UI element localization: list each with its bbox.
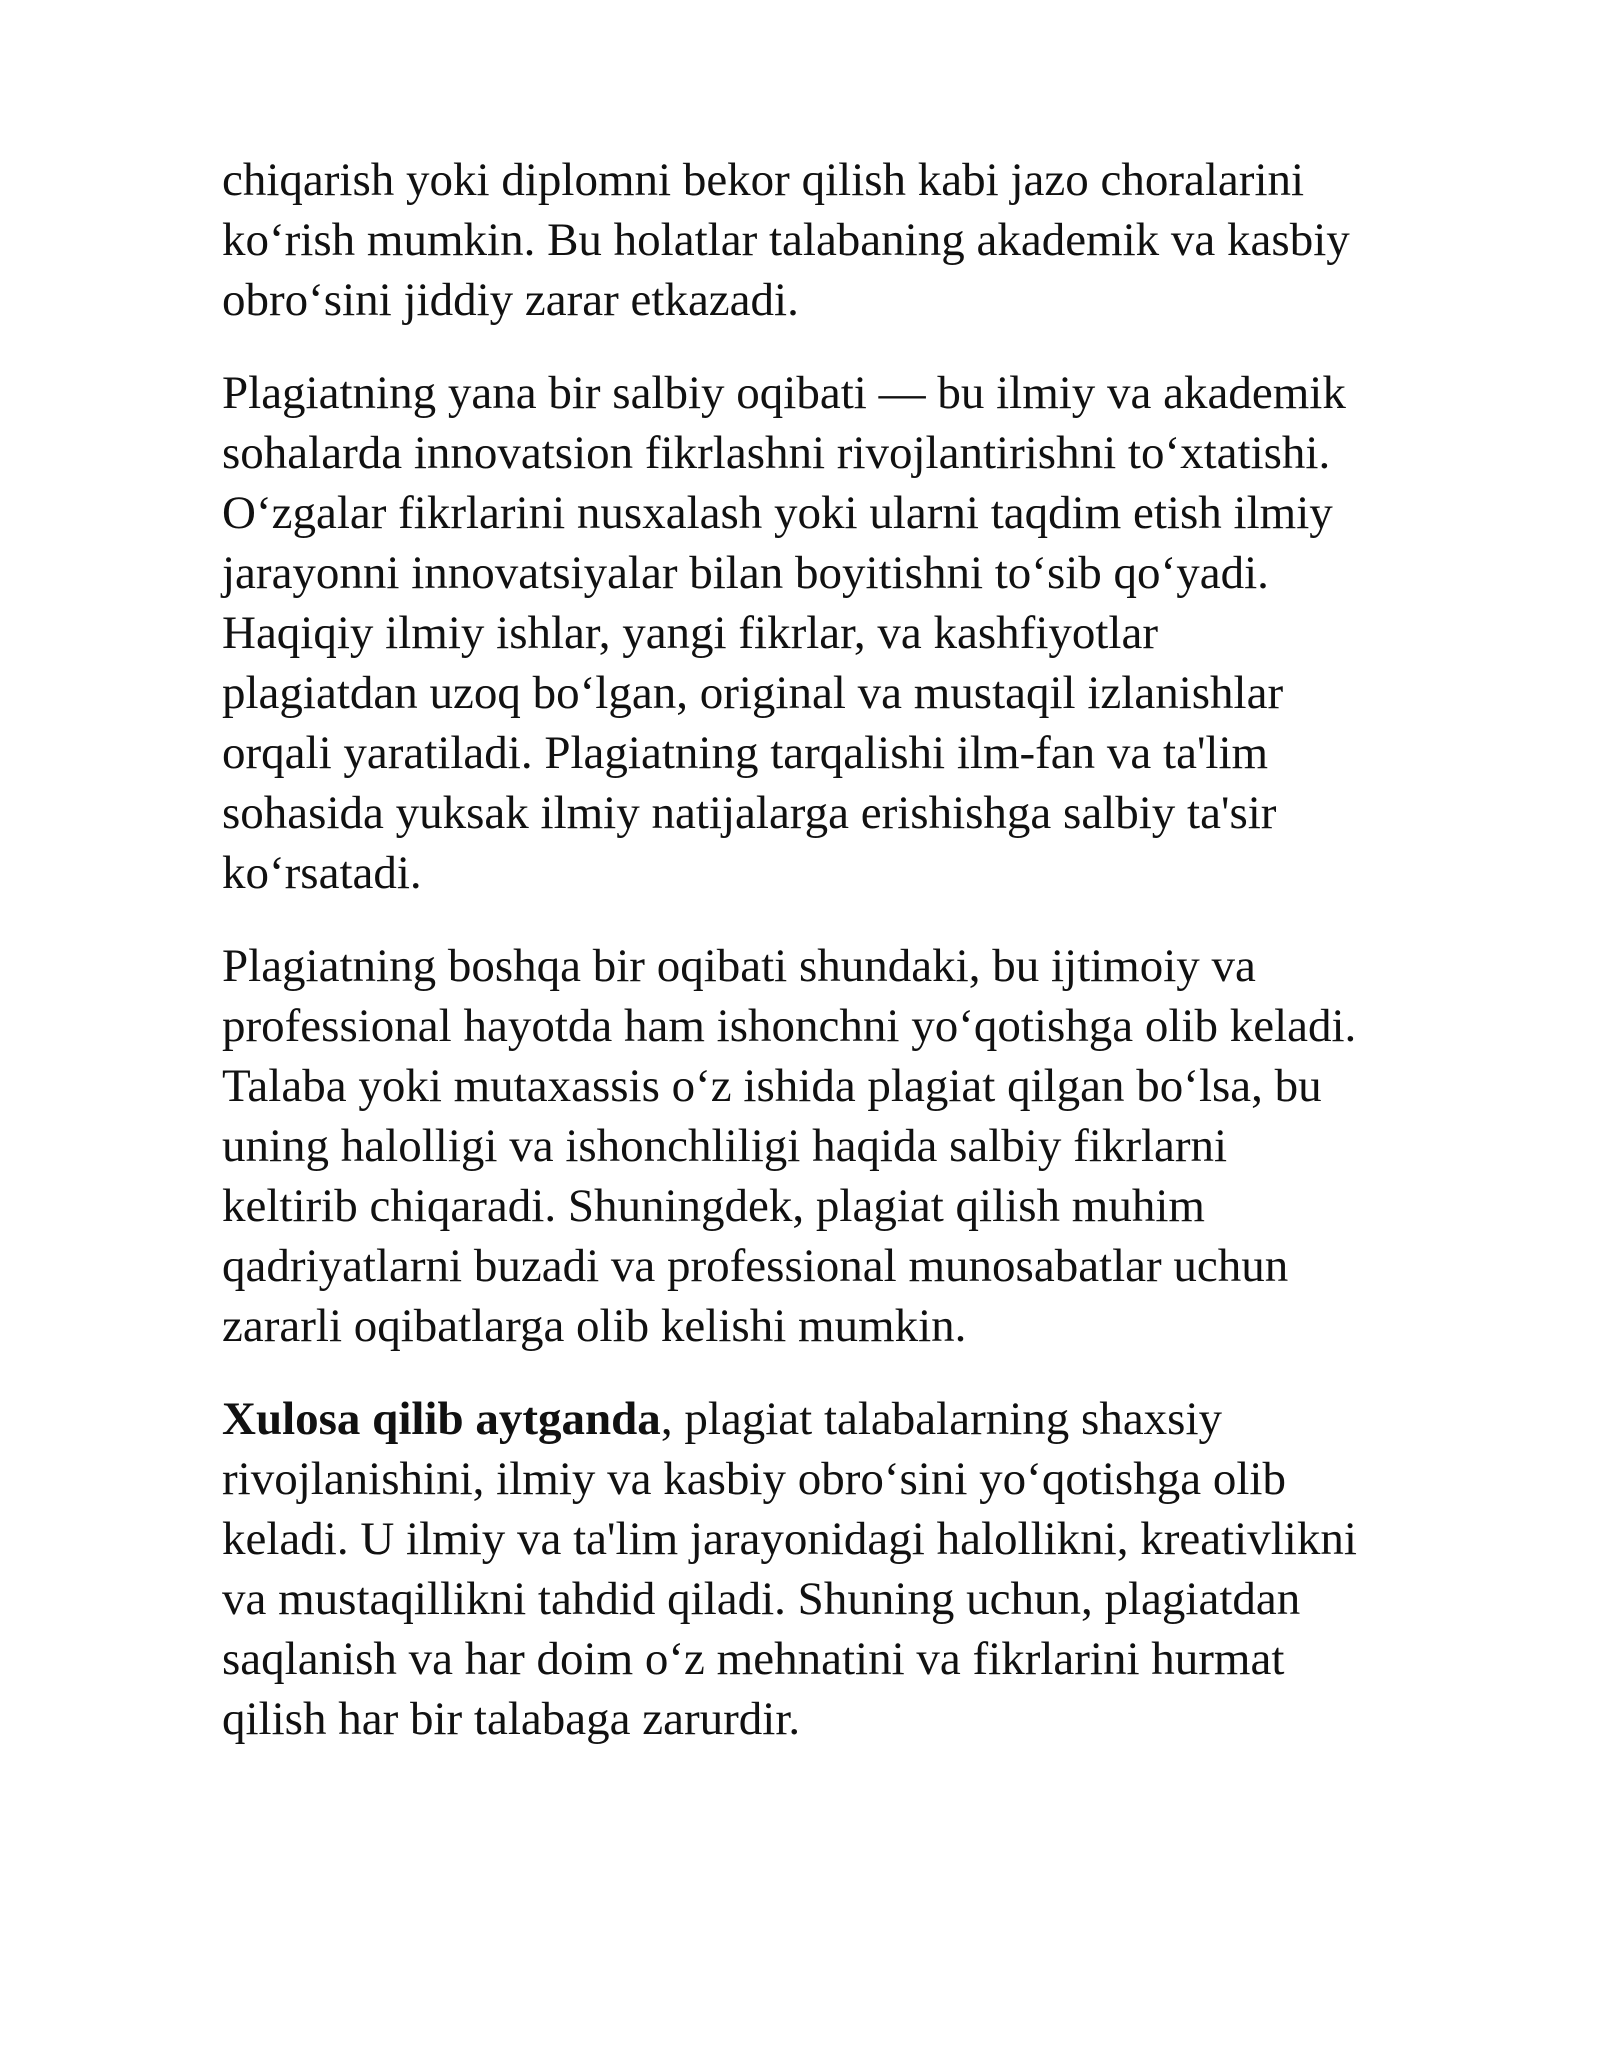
text-line: qadriyatlarni buzadi va professional munosabatlar uchun bbox=[222, 1240, 1289, 1292]
text-line: orqali yaratiladi. Plagiatning tarqalishi ilm-fan va ta'lim bbox=[222, 727, 1269, 779]
conclusion-lead-bold: Xulosa qilib aytganda bbox=[222, 1393, 661, 1445]
text-line: jarayonni innovatsiyalar bilan boyitishni to‘sib qo‘yadi. bbox=[222, 547, 1269, 599]
paragraph-1 bbox=[222, 150, 1522, 330]
text-line bbox=[222, 1389, 1522, 1449]
document-page bbox=[222, 150, 1522, 1782]
text-line: Haqiqiy ilmiy ishlar, yangi fikrlar, va kashfiyotlar bbox=[222, 607, 1159, 659]
text-line: zararli oqibatlarga olib kelishi mumkin. bbox=[222, 1300, 967, 1352]
text-line: ko‘rish mumkin. Bu holatlar talabaning akademik va kasbiy bbox=[222, 214, 1350, 266]
text-line: keladi. U ilmiy va ta'lim jarayonidagi halollikni, kreativlikni bbox=[222, 1513, 1357, 1565]
text-line: keltirib chiqaradi. Shuningdek, plagiat qilish muhim bbox=[222, 1180, 1205, 1232]
text-line: obro‘sini jiddiy zarar etkazadi. bbox=[222, 274, 799, 326]
text-line: uning halolligi va ishonchliligi haqida salbiy fikrlarni bbox=[222, 1120, 1228, 1172]
paragraph-3 bbox=[222, 936, 1522, 1356]
text-line: va mustaqillikni tahdid qiladi. Shuning uchun, plagiatdan bbox=[222, 1573, 1301, 1625]
text-line: sohasida yuksak ilmiy natijalarga erishishga salbiy ta'sir bbox=[222, 787, 1277, 839]
paragraph-conclusion bbox=[222, 1389, 1522, 1749]
text-line: chiqarish yoki diplomni bekor qilish kabi jazo choralarini bbox=[222, 154, 1305, 206]
text-line: rivojlanishini, ilmiy va kasbiy obro‘sini yo‘qotishga olib bbox=[222, 1453, 1286, 1505]
conclusion-lead-rest: , plagiat talabalarning shaxsiy bbox=[660, 1393, 1223, 1445]
paragraph-2 bbox=[222, 363, 1522, 903]
text-line: Plagiatning yana bir salbiy oqibati — bu ilmiy va akademik bbox=[222, 367, 1346, 419]
text-line: professional hayotda ham ishonchni yo‘qotishga olib keladi. bbox=[222, 1000, 1357, 1052]
text-line: O‘zgalar fikrlarini nusxalash yoki ularni taqdim etish ilmiy bbox=[222, 487, 1333, 539]
text-line: ko‘rsatadi. bbox=[222, 847, 422, 899]
text-line: Talaba yoki mutaxassis o‘z ishida plagiat qilgan bo‘lsa, bu bbox=[222, 1060, 1322, 1112]
text-line: saqlanish va har doim o‘z mehnatini va fikrlarini hurmat bbox=[222, 1633, 1285, 1685]
text-line: sohalarda innovatsion fikrlashni rivojlantirishni to‘xtatishi. bbox=[222, 427, 1331, 479]
text-line: Plagiatning boshqa bir oqibati shundaki, bu ijtimoiy va bbox=[222, 940, 1256, 992]
text-line: plagiatdan uzoq bo‘lgan, original va mustaqil izlanishlar bbox=[222, 667, 1284, 719]
text-line: qilish har bir talabaga zarurdir. bbox=[222, 1693, 801, 1745]
